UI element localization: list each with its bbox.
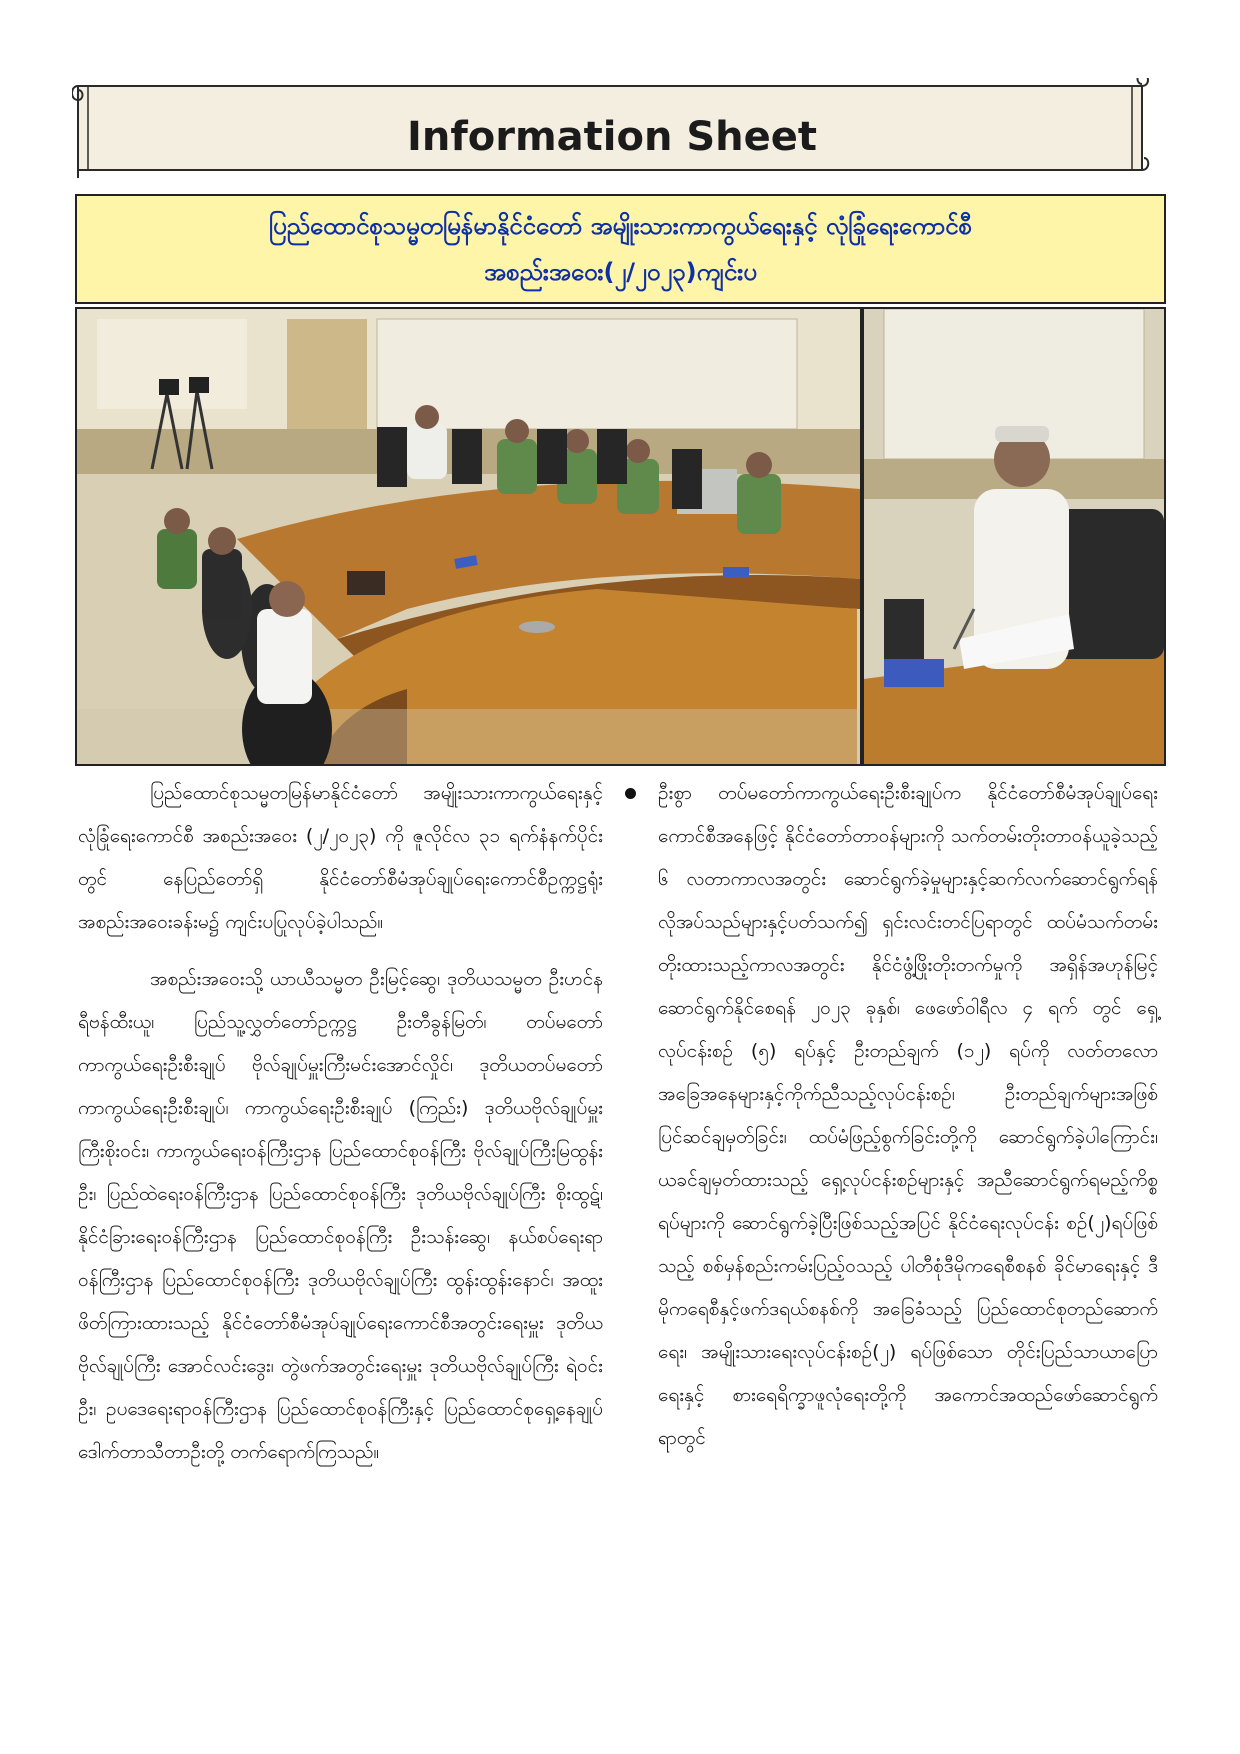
title-banner xyxy=(72,78,1152,178)
bullet-icon xyxy=(625,788,636,799)
body-right-column xyxy=(628,772,1158,1474)
intro-paragraph: ပြည်ထောင်စုသမ္မတမြန်မာနိုင်ငံတော် အမျိုးသားကာကွယ်ရေးနှင့် လုံခြုံရေးကောင်စီ အစည်းအဝေး (၂/၂၀၂၃) ကို ဇူလိုင်လ ၃၁ ရက်နံနက်ပိုင်းတွင် နေပြည်တော်ရှိ နိုင်ငံတော်စီမံအုပ်ချုပ်ရေးကောင်စီဥက္ကဋ္ဌရုံး အစည်းအဝေးခန်းမ၌ ကျင်းပပြုလုပ်ခဲ့ပါသည်။ xyxy=(78,782,603,933)
speaker-at-podium-photo xyxy=(864,309,1164,764)
meeting-room-photo xyxy=(77,309,860,764)
bullet-item xyxy=(628,772,1158,1460)
bullet-paragraph: ဦးစွာ တပ်မတော်ကာကွယ်ရေးဦးစီးချုပ်က နိုင်ငံတော်စီမံအုပ်ချုပ်ရေးကောင်စီအနေဖြင့် နိုင်ငံတော်တာဝန်များကို သက်တမ်းတိုးတာဝန်ယူခဲ့သည့် ၆ လတာကာလအတွင်း ဆောင်ရွက်ခဲ့မှုများနှင့်ဆက်လက်ဆောင်ရွက်ရန် လိုအပ်သည်များနှင့်ပတ်သက်၍ ရှင်းလင်းတင်ပြရာတွင် ထပ်မံသက်တမ်းတိုးထားသည့်ကာလအတွင်း နိုင်ငံဖွံ့ဖြိုးတိုးတက်မှုကို အရှိန်အဟုန်မြင့်ဆောင်ရွက်နိုင်စေရန် ၂၀၂၃ ခုနှစ်၊ ဖေဖော်ဝါရီလ ၄ ရက် တွင် ရှေ့လုပ်ငန်းစဉ် (၅) ရပ်နှင့် ဦးတည်ချက် (၁၂) ရပ်ကို လတ်တလော အခြေအနေများနှင့်ကိုက်ညီသည့်လုပ်ငန်းစဉ်၊ ဦးတည်ချက်များအဖြစ် ပြင်ဆင်ချမှတ်ခြင်း၊ ထပ်မံဖြည့်စွက်ခြင်းတို့ကို ဆောင်ရွက်ခဲ့ပါကြောင်း၊ ယခင်ချမှတ်ထားသည့် ရှေ့လုပ်ငန်းစဉ်များနှင့် အညီဆောင်ရွက်ရမည့်ကိစ္စရပ်များကို ဆောင်ရွက်ခဲ့ပြီးဖြစ်သည့်အပြင် နိုင်ငံရေးလုပ်ငန်း စဉ်(၂)ရပ်ဖြစ်သည့် စစ်မှန်စည်းကမ်းပြည့်ဝသည့် ပါတီစုံဒီမိုကရေစီစနစ် ခိုင်မာရေးနှင့် ဒီမိုကရေစီနှင့်ဖက်ဒရယ်စနစ်ကို အခြေခံသည့် ပြည်ထောင်စုတည်ဆောက်ရေး၊ အမျိုးသားရေးလုပ်ငန်းစဉ်(၂) ရပ်ဖြစ်သော တိုင်းပြည်သာယာပြောရေးနှင့် စားရေရိက္ခာဖူလုံရေးတို့ကို အကောင်အထည်ဖော်ဆောင်ရွက်ရာတွင် xyxy=(658,782,1158,1449)
subtitle-line-1: ပြည်ထောင်စုသမ္မတမြန်မာနိုင်ငံတော် အမျိုးသားကာကွယ်ရေးနှင့် လုံခြုံရေးကောင်စီ xyxy=(269,212,972,240)
subtitle-line-2: အစည်းအဝေး(၂/၂၀၂၃)ကျင်းပ xyxy=(484,258,757,286)
photo-strip xyxy=(75,307,1166,766)
attendees-paragraph: အစည်းအဝေးသို့ ယာယီသမ္မတ ဦးမြင့်ဆွေ၊ ဒုတိယသမ္မတ ဦးဟင်နရီဗန်ထီးယူ၊ ပြည်သူ့လွှတ်တော်ဥက္ကဋ္ဌ ဦးတီခွန်မြတ်၊ တပ်မတော်ကာကွယ်ရေးဦးစီးချုပ် ဗိုလ်ချုပ်မှူးကြီးမင်းအောင်လှိုင်၊ ဒုတိယတပ်မတော်ကာကွယ်ရေးဦးစီးချုပ်၊ ကာကွယ်ရေးဦးစီးချုပ် (ကြည်း) ဒုတိယဗိုလ်ချုပ်မှူးကြီးစိုးဝင်း၊ ကာကွယ်ရေးဝန်ကြီးဌာန ပြည်ထောင်စုဝန်ကြီး ဗိုလ်ချုပ်ကြီးမြထွန်းဦး၊ ပြည်ထဲရေးဝန်ကြီးဌာန ပြည်ထောင်စုဝန်ကြီး ဒုတိယဗိုလ်ချုပ်ကြီး စိုးထွဋ်၊ နိုင်ငံခြားရေးဝန်ကြီးဌာန ပြည်ထောင်စုဝန်ကြီး ဦးသန်းဆွေ၊ နယ်စပ်ရေးရာဝန်ကြီးဌာန ပြည်ထောင်စုဝန်ကြီး ဒုတိယဗိုလ်ချုပ်ကြီး ထွန်းထွန်းနောင်၊ အထူးဖိတ်ကြားထားသည့် နိုင်ငံတော်စီမံအုပ်ချုပ်ရေးကောင်စီအတွင်းရေးမှူး ဒုတိယဗိုလ်ချုပ်ကြီး အောင်လင်းဒွေး၊ တွဲဖက်အတွင်းရေးမှူး ဒုတိယဗိုလ်ချုပ်ကြီး ရဲဝင်းဦး၊ ဥပဒေရေးရာဝန်ကြီးဌာန ပြည်ထောင်စုဝန်ကြီးနှင့် ပြည်ထောင်စုရှေ့နေချုပ် ဒေါက်တာသီတာဦးတို့ တက်ရောက်ကြသည်။ xyxy=(78,968,603,1463)
page-title: Information Sheet xyxy=(406,114,818,160)
subtitle-box xyxy=(75,194,1166,304)
body-left-column xyxy=(78,772,603,1488)
